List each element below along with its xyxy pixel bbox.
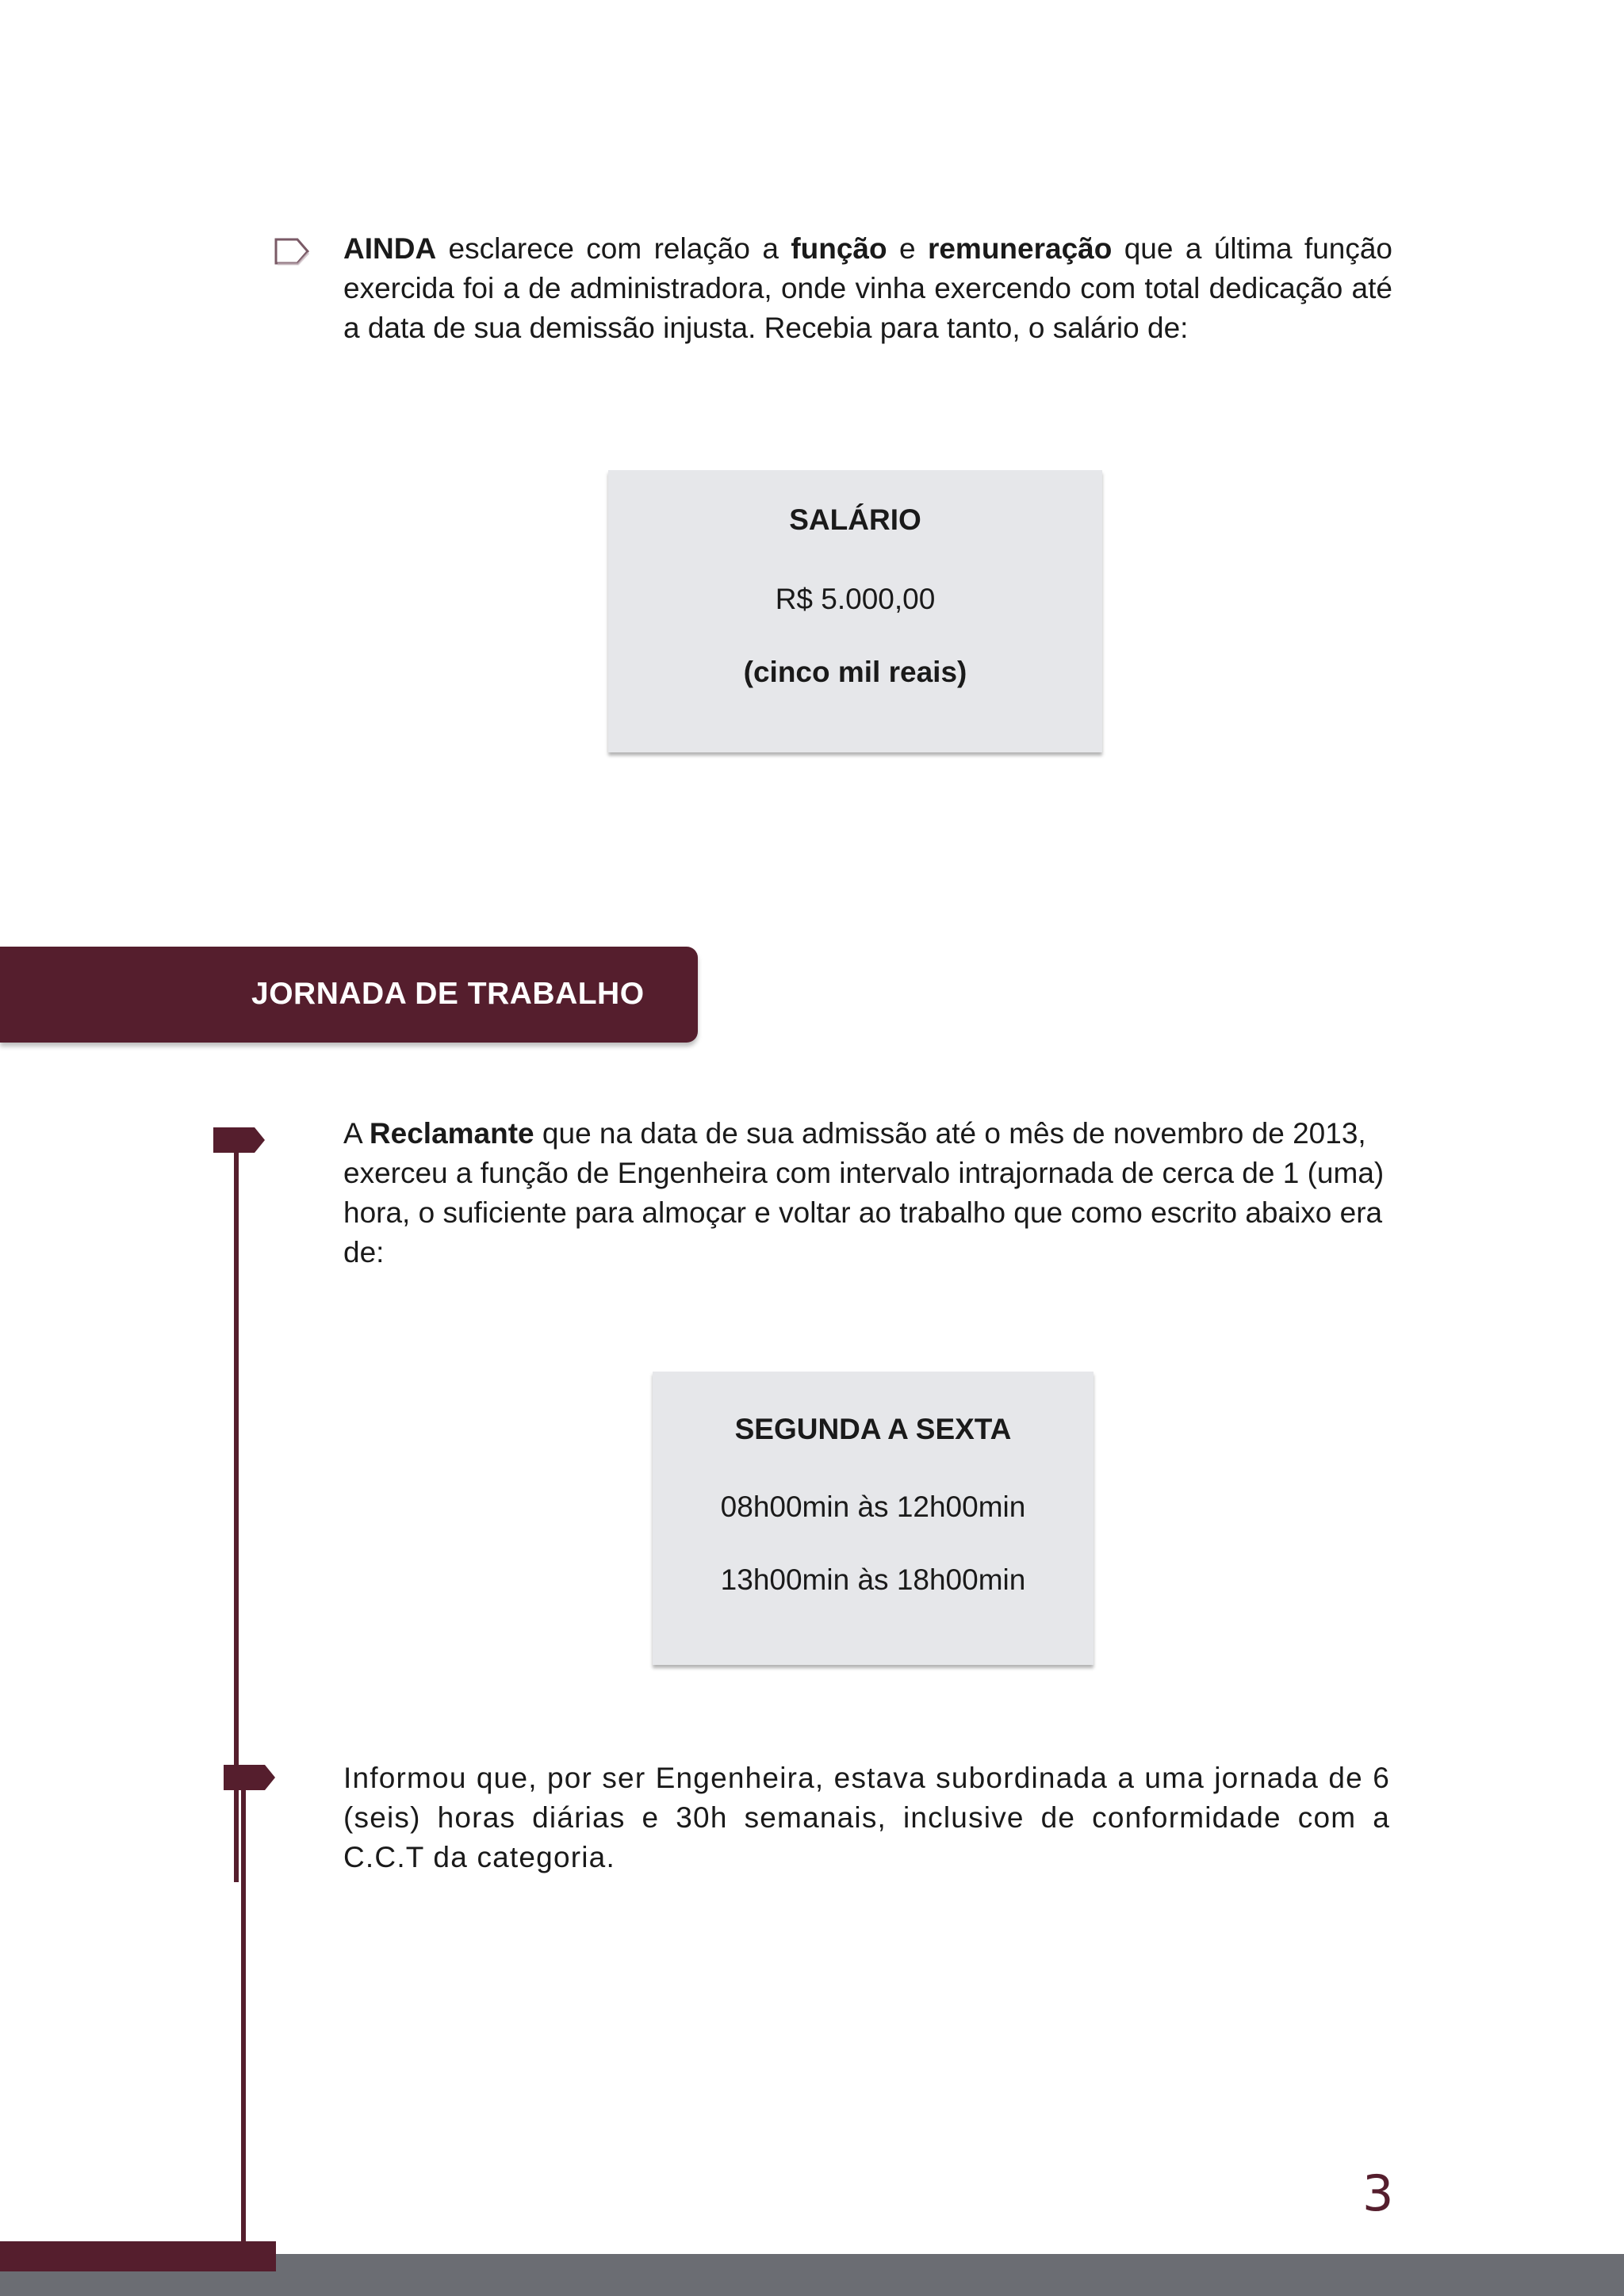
schedule-box	[653, 1372, 1094, 1665]
salary-amount: R$ 5.000,00	[775, 583, 936, 615]
schedule-title: SEGUNDA A SEXTA	[734, 1413, 1012, 1445]
footer-accent	[0, 2241, 276, 2271]
schedule-morning: 08h00min às 12h00min	[720, 1490, 1026, 1523]
section-banner	[0, 947, 698, 1043]
page-number: 3	[1362, 2164, 1394, 2222]
timeline-line	[241, 1787, 246, 2296]
schedule-afternoon: 13h00min às 18h00min	[720, 1563, 1026, 1596]
paragraph-function-salary: AINDA esclarece com relação a função e remuneração que a última função exercida foi a de administradora, onde vinha exercendo com total dedicação até a data de sua demissão injusta. Recebia para tanto, o salário de:	[343, 232, 1392, 344]
tag-arrow-bullet-icon	[211, 1124, 268, 1164]
salary-box	[608, 470, 1102, 752]
outline-arrow-bullet-icon	[272, 234, 313, 274]
tag-arrow-bullet-icon	[221, 1762, 278, 1801]
section-title: JORNADA DE TRABALHO	[251, 977, 645, 1011]
salary-amount-words: (cinco mil reais)	[743, 656, 967, 688]
paragraph-workday: A Reclamante que na data de sua admissão até o mês de novembro de 2013, exerceu a função de Engenheira com intervalo intrajornada de cerca de 1 (uma) hora, o suficiente para almoçar e voltar ao trabalho que como escrito abaixo era de:	[343, 1117, 1385, 1269]
paragraph-engineer-hours: Informou que, por ser Engenheira, estava subordinada a uma jornada de 6 (seis) horas diárias e 30h semanais, inclusive de conformidade com a C.C.T da categoria.	[343, 1762, 1390, 1873]
salary-title: SALÁRIO	[789, 503, 921, 536]
